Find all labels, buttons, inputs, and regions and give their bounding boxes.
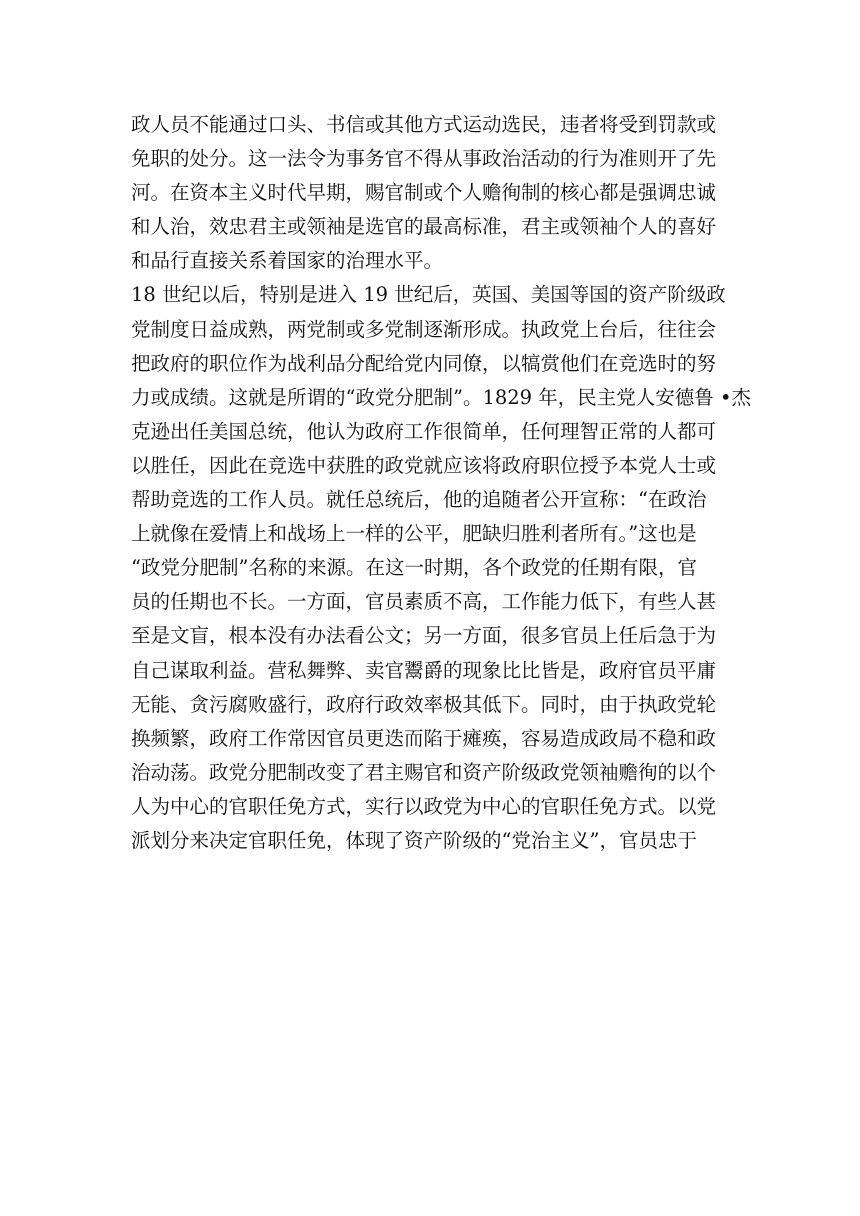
text-line: 上就像在爱情上和战场上一样的公平，肥缺归胜利者所有。”这也是: [131, 522, 697, 546]
text-line: 力或成绩。这就是所谓的“政党分肥制”。1829 年，民主党人安德鲁 •杰: [131, 385, 751, 409]
paragraph-1: [131, 108, 731, 278]
text-line: 以胜任，因此在竞选中获胜的政党就应该将政府职位授予本党人士或: [131, 453, 717, 477]
text-line: 无能、贪污腐败盛行，政府行政效率极其低下。同时，由于执政党轮: [131, 692, 717, 716]
text-line: 派划分来决定官职任免，体现了资产阶级的“党治主义”，官员忠于: [131, 828, 697, 852]
text-line: 帮助竞选的工作人员。就任总统后，他的追随者公开宣称：“在政治: [131, 488, 707, 512]
paragraph-2: [131, 278, 751, 858]
text-line: 治动荡。政党分肥制改变了君主赐官和资产阶级政党领袖赡徇的以个: [131, 760, 717, 784]
text-line: 政人员不能通过口头、书信或其他方式运动选民，违者将受到罚款或: [131, 113, 717, 136]
text-line: 员的任期也不长。一方面，官员素质不高，工作能力低下，有些人甚: [131, 590, 717, 614]
text-line: 免职的处分。这一法令为事务官不得从事政治活动的行为准则开了先: [131, 147, 717, 171]
text-line: 党制度日益成熟，两党制或多党制逐渐形成。执政党上台后，往往会: [131, 317, 717, 341]
document-page: [131, 108, 751, 858]
text-line: 人为中心的官职任免方式，实行以政党为中心的官职任免方式。以党: [131, 794, 717, 818]
text-line: 和人治，效忠君主或领袖是选官的最高标准，君主或领袖个人的喜好: [131, 215, 717, 239]
text-line: 至是文盲，根本没有办法看公文；另一方面，很多官员上任后急于为: [131, 624, 717, 648]
text-line: “政党分肥制”名称的来源。在这一时期，各个政党的任期有限，官: [131, 556, 697, 580]
text-line: 18 世纪以后，特别是进入 19 世纪后，英国、美国等国的资产阶级政: [131, 283, 726, 307]
text-line: 河。在资本主义时代早期，赐官制或个人赡徇制的核心都是强调忠诚: [131, 181, 717, 205]
text-line: 和品行直接关系着国家的治理水平。: [131, 249, 444, 273]
text-line: 把政府的职位作为战利品分配给党内同僚，以犒赏他们在竞选时的努: [131, 351, 717, 375]
text-line: 换频繁，政府工作常因官员更迭而陷于瘫痪，容易造成政局不稳和政: [131, 726, 717, 750]
text-line: 克逊出任美国总统，他认为政府工作很简单，任何理智正常的人都可: [131, 419, 717, 443]
text-line: 自己谋取利益。营私舞弊、卖官鬻爵的现象比比皆是，政府官员平庸: [131, 658, 717, 682]
